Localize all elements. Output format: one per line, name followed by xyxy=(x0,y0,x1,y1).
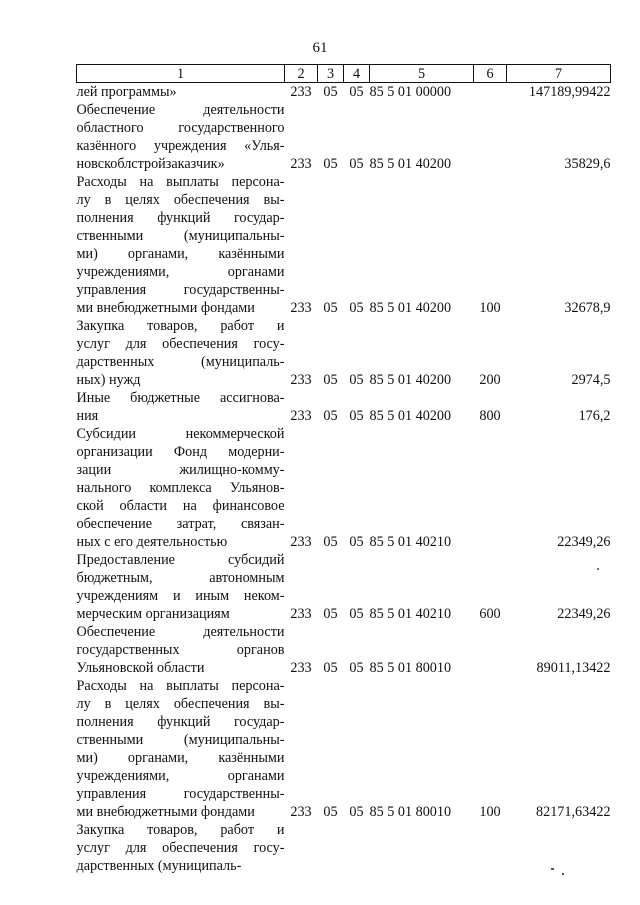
header-col-4: 4 xyxy=(344,65,370,83)
table-row xyxy=(77,623,611,677)
row-name-line: ственными (муниципальны- xyxy=(76,732,285,748)
table-row xyxy=(77,317,611,389)
row-name-line: ми) органами, казёнными xyxy=(76,246,285,262)
row-name-line: ния xyxy=(76,408,99,424)
row-name-line: Расходы на выплаты персона- xyxy=(76,678,285,694)
header-col-3: 3 xyxy=(318,65,344,83)
subsection-code-cell: 05 xyxy=(349,84,364,100)
row-name-line: Закупка товаров, работ и xyxy=(76,822,285,838)
row-name-line: услуг для обеспечения госу- xyxy=(76,336,285,352)
row-name-cell xyxy=(77,623,285,677)
section-code-cell: 05 xyxy=(323,84,338,100)
expense-type-cell: 100 xyxy=(479,804,501,820)
row-name-line: Предоставление субсидий xyxy=(76,552,285,568)
row-name-line: областного государственного xyxy=(76,120,285,136)
grbs-code-cell: 233 xyxy=(290,372,312,388)
subsection-code-cell: 05 xyxy=(349,660,364,676)
amount-cell: 82171,63422 xyxy=(536,804,611,820)
amount-cell: 2974,5 xyxy=(571,372,611,388)
header-col-2: 2 xyxy=(285,65,318,83)
amount-cell: 147189,99422 xyxy=(528,84,611,100)
subsection-code-cell: 05 xyxy=(349,804,364,820)
row-name-line: Иные бюджетные ассигнова- xyxy=(76,390,285,406)
section-code-cell: 05 xyxy=(323,534,338,550)
grbs-code-cell xyxy=(285,821,318,875)
subsection-code-cell: 05 xyxy=(349,372,364,388)
table-row xyxy=(77,821,611,875)
section-code-cell xyxy=(318,821,344,875)
row-name-cell xyxy=(77,551,285,623)
row-name-line: управления государственны- xyxy=(76,786,285,802)
target-article-cell: 85 5 01 40210 xyxy=(369,534,452,550)
row-name-line: обеспечение затрат, связан- xyxy=(76,516,285,532)
row-name-cell xyxy=(77,389,285,425)
target-article-cell: 85 5 01 40200 xyxy=(369,156,452,172)
row-name-line: Субсидии некоммерческой xyxy=(76,426,285,442)
grbs-code-cell: 233 xyxy=(290,84,312,100)
row-name-line: новскоблстройзаказчик» xyxy=(76,156,225,172)
row-name-line: бюджетным, автономным xyxy=(76,570,285,586)
amount-cell: 22349,26 xyxy=(557,534,611,550)
grbs-code-cell: 233 xyxy=(290,300,312,316)
row-name-line: дарственных (муниципаль- xyxy=(76,858,242,874)
table-row xyxy=(77,425,611,551)
row-name-line: ской области на финансовое xyxy=(76,498,285,514)
row-name-cell xyxy=(77,101,285,173)
expense-type-cell: 800 xyxy=(479,408,501,424)
expense-type-cell xyxy=(474,623,507,677)
expense-type-cell xyxy=(474,101,507,173)
header-col-6: 6 xyxy=(474,65,507,83)
grbs-code-cell: 233 xyxy=(290,606,312,622)
row-name-cell xyxy=(77,173,285,317)
table-row xyxy=(77,83,611,102)
expense-type-cell xyxy=(474,83,507,102)
budget-table xyxy=(76,64,611,875)
subsection-code-cell xyxy=(344,821,370,875)
row-name-line: казённого учреждения «Улья- xyxy=(76,138,285,154)
amount-cell: 22349,26 xyxy=(557,606,611,622)
target-article-cell: 85 5 01 40200 xyxy=(369,408,452,424)
row-name-line: ных с его деятельностью xyxy=(76,534,228,550)
row-name-line: Обеспечение деятельности xyxy=(76,624,285,640)
row-name-line: ми внебюджетными фондами xyxy=(76,300,255,316)
header-col-7: 7 xyxy=(507,65,611,83)
row-name-line: нального комплекса Ульянов- xyxy=(76,480,285,496)
amount-cell: 89011,13422 xyxy=(536,660,611,676)
table-header-row xyxy=(77,65,611,83)
row-name-line: лу в целях обеспечения вы- xyxy=(76,192,285,208)
row-name-line: учреждениями, органами xyxy=(76,264,285,280)
row-name-cell xyxy=(77,677,285,821)
page-number: 61 xyxy=(312,40,328,56)
expense-type-cell: 600 xyxy=(479,606,501,622)
amount-cell: 176,2 xyxy=(578,408,611,424)
row-name-line: лей программы» xyxy=(76,84,177,100)
row-name-line: ми) органами, казёнными xyxy=(76,750,285,766)
section-code-cell: 05 xyxy=(323,660,338,676)
target-article-cell: 85 5 01 40210 xyxy=(369,606,452,622)
target-article-cell xyxy=(370,821,474,875)
subsection-code-cell: 05 xyxy=(349,606,364,622)
section-code-cell: 05 xyxy=(323,408,338,424)
subsection-code-cell: 05 xyxy=(349,156,364,172)
row-name-cell xyxy=(77,821,285,875)
grbs-code-cell: 233 xyxy=(290,660,312,676)
row-name-line: управления государственны- xyxy=(76,282,285,298)
row-name-line: ми внебюджетными фондами xyxy=(76,804,255,820)
row-name-line: учреждениями, органами xyxy=(76,768,285,784)
target-article-cell: 85 5 01 80010 xyxy=(369,804,452,820)
scan-speck xyxy=(597,568,599,570)
row-name-line: Обеспечение деятельности xyxy=(76,102,285,118)
row-name-cell xyxy=(77,317,285,389)
section-code-cell: 05 xyxy=(323,372,338,388)
row-name-line: ных) нужд xyxy=(76,372,141,388)
row-name-line: лу в целях обеспечения вы- xyxy=(76,696,285,712)
expense-type-cell: 200 xyxy=(479,372,501,388)
target-article-cell: 85 5 01 00000 xyxy=(369,84,452,100)
section-code-cell: 05 xyxy=(323,804,338,820)
row-name-line: мерческим организациям xyxy=(76,606,230,622)
grbs-code-cell: 233 xyxy=(290,804,312,820)
table-row xyxy=(77,173,611,317)
table-row xyxy=(77,677,611,821)
expense-type-cell: 100 xyxy=(479,300,501,316)
expense-type-cell xyxy=(474,821,507,875)
grbs-code-cell: 233 xyxy=(290,408,312,424)
section-code-cell: 05 xyxy=(323,156,338,172)
row-name-cell xyxy=(77,425,285,551)
row-name-line: услуг для обеспечения госу- xyxy=(76,840,285,856)
row-name-line: дарственных (муниципаль- xyxy=(76,354,285,370)
subsection-code-cell: 05 xyxy=(349,534,364,550)
scan-speck xyxy=(562,873,564,875)
table-row xyxy=(77,551,611,623)
table-row xyxy=(77,101,611,173)
amount-cell: 35829,6 xyxy=(564,156,611,172)
scan-speck xyxy=(551,868,554,870)
expense-type-cell xyxy=(474,425,507,551)
subsection-code-cell: 05 xyxy=(349,408,364,424)
amount-cell: 32678,9 xyxy=(564,300,611,316)
target-article-cell: 85 5 01 40200 xyxy=(369,372,452,388)
row-name-line: Расходы на выплаты персона- xyxy=(76,174,285,190)
header-col-1: 1 xyxy=(77,65,285,83)
header-col-5: 5 xyxy=(370,65,474,83)
amount-cell xyxy=(507,821,611,875)
row-name-line: Закупка товаров, работ и xyxy=(76,318,285,334)
grbs-code-cell: 233 xyxy=(290,156,312,172)
row-name-line: полнения функций государ- xyxy=(76,714,285,730)
table-row xyxy=(77,389,611,425)
target-article-cell: 85 5 01 40200 xyxy=(369,300,452,316)
section-code-cell: 05 xyxy=(323,300,338,316)
row-name-line: учреждениям и иным неком- xyxy=(76,588,285,604)
table-body xyxy=(77,83,611,876)
section-code-cell: 05 xyxy=(323,606,338,622)
row-name-line: Ульяновской области xyxy=(76,660,205,676)
row-name-line: зации жилищно-комму- xyxy=(76,462,285,478)
subsection-code-cell: 05 xyxy=(349,300,364,316)
row-name-line: ственными (муниципальны- xyxy=(76,228,285,244)
row-name-line: полнения функций государ- xyxy=(76,210,285,226)
target-article-cell: 85 5 01 80010 xyxy=(369,660,452,676)
row-name-line: организации Фонд модерни- xyxy=(76,444,285,460)
row-name-cell xyxy=(77,83,285,102)
grbs-code-cell: 233 xyxy=(290,534,312,550)
row-name-line: государственных органов xyxy=(76,642,285,658)
